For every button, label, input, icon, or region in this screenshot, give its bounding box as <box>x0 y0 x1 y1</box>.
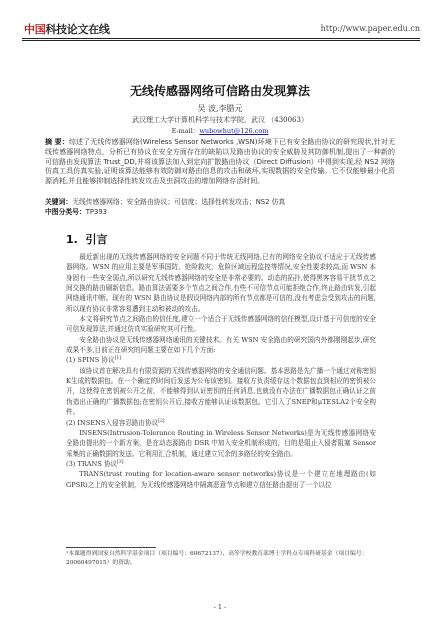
citation-ref-2[interactable]: [2] <box>158 418 165 424</box>
paper-affiliation: 武汉理工大学计算机科学与技术学院，武汉 （430063） <box>132 116 308 124</box>
site-url[interactable]: http://www.paper.edu.cn <box>320 24 420 33</box>
subsection-3-title: (3) TRANS 协议[3] <box>66 459 124 468</box>
footnote: ¹本课题得到国家自然科学基金项目（项目编号：60672137）、高等学校教育部博士学科点专项科研基金（项目编号：20060497015）的资助。 <box>66 551 368 566</box>
subsection-3-text: TRANS(trust routing for location-aware sensor networks)协议是一个建立在地理路由(如 GPSR)之上的安全机制，为无线传感器网络中隔离恶意节点和建立信任路由提出了一个以位 <box>66 470 376 489</box>
logo-part2: 科技论文在线 <box>45 23 110 36</box>
paragraph-3: 安全路由协议是无线传感器网络通讯的关键技术。有关 WSN 安全路由的研究国内外都刚刚起步,研究成果不多,目前正在研究的问题主要在如下几个方面: <box>66 335 376 355</box>
author-email-link[interactable]: wubowhut@126.com <box>199 127 269 135</box>
header-rule-2 <box>22 40 420 41</box>
section-title: 引言 <box>85 233 108 246</box>
abstract-label: 摘 要： <box>45 138 69 146</box>
citation-ref-1[interactable]: [1] <box>114 356 121 362</box>
paragraph-2: 本文将研究节点之间路由的信任度,建立一个适合于无线传感器网络的信任模型,设计基于可信度的安全可信发现算法,并通过仿真实验研究其可行性。 <box>66 315 376 334</box>
paragraph-1: 最近新出现的无线传感器网络的安全问题不同于传统无线网络,已有的网络安全协议不适应于无线传感器网络。WSN 的应用主要是军事国防，抢险救灾，危险区域远程监控等情况,安全性要求较高,而 WSN 本身固有一些安全弱点,所以研究无线传感器网络的安全是非常必要的。动态的拓扑,使得黑客容易干扰节点之间交换的路由刷新信息。路由算法需要多个节点之间合作,有些不可信节点可能拒绝合作,终止路由转发,引起网络通讯中断。现有的 WSN 路由协议是假设网络内部的所有节点都是可信的,没有考虑会受到攻击的问题,所以现有协议非常容易遭到主动和被动的攻击。 <box>66 253 376 313</box>
page-header <box>24 22 420 36</box>
abstract <box>45 138 395 187</box>
keywords-text: 无线传感器网络；安全路由协议；可信度；选择性转发攻击；NS2 仿真 <box>72 198 286 206</box>
section-heading <box>66 231 108 247</box>
site-logo[interactable] <box>24 22 110 36</box>
footnote-rule <box>66 547 156 548</box>
subsection-2-text: INSENS(Intrusion-Tolerance Routing in Wireless Sensor Networks)是为无线传感器网络安全路由提出的一个新方案，是在动态源路由 DSR 中加入安全机制形成的，目的是阻止入侵者阻塞 Sensor 采集的正确数据的发送。它利用汇合机制，通过建立冗余的多路径的安全路由。 <box>66 428 376 458</box>
citation-ref-3[interactable]: [3] <box>117 459 124 465</box>
email-label: E-mail： <box>171 127 200 135</box>
clc-value: TP393 <box>85 208 108 216</box>
keywords-block <box>45 197 395 217</box>
section-number: 1. <box>66 233 78 246</box>
page-number: - 1 - <box>213 603 227 611</box>
logo-part1: 中国 <box>24 23 46 36</box>
subsection-1-text: 该协议首在解决具有有限资源的无线传感器网络的安全通信问题。基本思路是先广播一个通过对称密钥K生成的数据包。在一个确定的时间后发送为公布该密钥。接收方负责缓存这个数据包直到相应的密钥被公开，这使得在密钥被公开之前，不能够得到认证密钥的任何消息,也就没有办法在广播数据包正确认证之前伪造出正确的广播数据包;在密钥公开后,接收方能够认证该数据包。它引入了SNEP和μTESLA2个安全构件。 <box>66 366 376 417</box>
clc-label: 中图分类号： <box>45 208 86 216</box>
subsection-1-title: (1) SPINS 协议[1] <box>66 356 121 365</box>
header-rule <box>22 38 420 39</box>
author-email-line <box>0 126 440 135</box>
paper-title: 无线传感器网络可信路由发现算法 <box>129 84 310 98</box>
keywords-label: 关键词： <box>45 198 73 206</box>
paper-authors: 吴 波,李腊元 <box>197 104 243 113</box>
abstract-text: 综述了无线传感器网络(Wireless Sensor Networks ,WSN)环境下已有安全路由协议的研究现状,针对无线传感器网络特点，分析已有协议在安全方面存在的缺陷以及路由协议的安全威胁及其防御机制,提出了一种新的可信路由发现算法 Trust_DD,并将该算法加入到定向扩散路由协议（Direct Diffusion）中得到实现,经 NS2 网络仿真工具仿真实验,证明该算法能够有效防御对路由信息的攻击和破坏,实现数据的安全传输。它不仅能够最小化资源消耗,并且能够抑制选择性转发攻击及虫洞攻击的增加网络存活时间。 <box>45 138 395 186</box>
subsection-2-title: (2) INSENS入侵容忍路由协议[2] <box>66 418 165 427</box>
body-text <box>66 252 376 490</box>
